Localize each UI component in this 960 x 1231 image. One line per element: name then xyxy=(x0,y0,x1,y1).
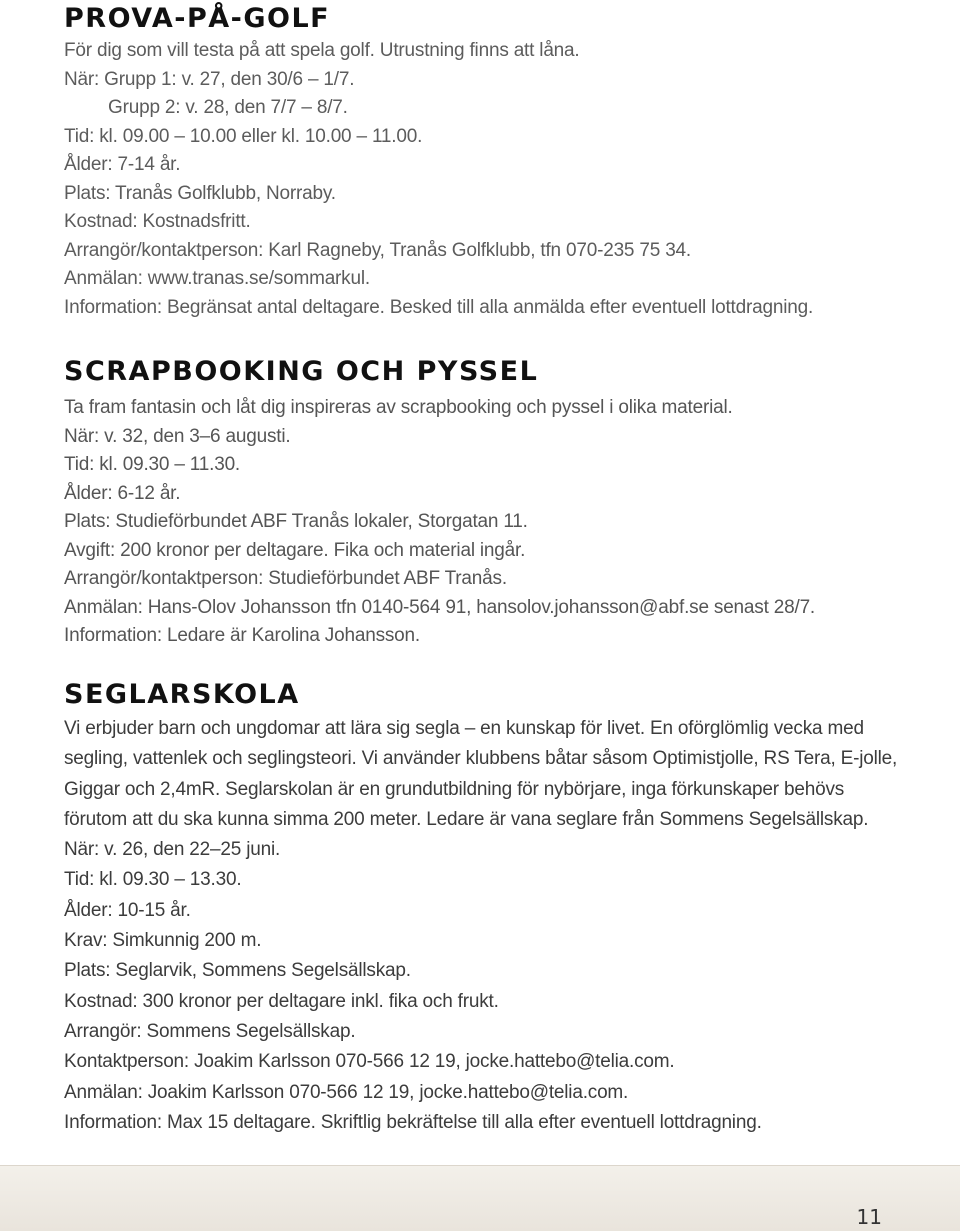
scrapbooking-organizer: Arrangör/kontaktperson: Studieförbundet ABF Tranås. xyxy=(64,568,507,589)
golf-registration: Anmälan: www.tranas.se/sommarkul. xyxy=(64,268,370,289)
golf-time: Tid: kl. 09.00 – 10.00 eller kl. 10.00 – 11.00. xyxy=(64,125,423,147)
sailing-age: Ålder: 10-15 år. xyxy=(64,899,191,921)
section-title-sailing-school: SEGLARSKOLA xyxy=(64,679,300,710)
sailing-organizer: Arrangör: Sommens Segelsällskap. xyxy=(64,1020,356,1042)
sailing-intro-line-1: Vi erbjuder barn och ungdomar att lära sig segla – en kunskap för livet. En oförglömlig vecka med xyxy=(64,718,864,739)
sailing-time: Tid: kl. 09.30 – 13.30. xyxy=(64,869,242,891)
golf-when-group1: När: Grupp 1: v. 27, den 30/6 – 1/7. xyxy=(64,68,355,90)
scrapbooking-information: Information: Ledare är Karolina Johansson. xyxy=(64,625,420,646)
golf-information: Information: Begränsat antal deltagare. Besked till alla anmälda efter eventuell lottdragning. xyxy=(64,296,814,318)
golf-place: Plats: Tranås Golfklubb, Norraby. xyxy=(64,182,336,204)
golf-cost: Kostnad: Kostnadsfritt. xyxy=(64,211,251,232)
sailing-contact: Kontaktperson: Joakim Karlsson 070-566 12 19, jocke.hattebo@telia.com. xyxy=(64,1051,675,1073)
sailing-intro-line-4: förutom att du ska kunna simma 200 meter. Ledare är vana seglare från Sommens Segelsällskap. xyxy=(64,808,869,830)
sailing-requirement: Krav: Simkunnig 200 m. xyxy=(64,930,262,952)
sailing-when: När: v. 26, den 22–25 juni. xyxy=(64,839,281,861)
scrapbooking-time: Tid: kl. 09.30 – 11.30. xyxy=(64,454,241,475)
sailing-intro-line-2: segling, vattenlek och seglingsteori. Vi använder klubbens båtar såsom Optimistjolle, RS Tera, E-jolle, xyxy=(64,748,898,770)
section-golf xyxy=(64,3,944,322)
golf-details xyxy=(64,37,944,322)
golf-age: Ålder: 7-14 år. xyxy=(64,154,181,175)
scrapbooking-intro: Ta fram fantasin och låt dig inspireras av scrapbooking och pyssel i olika material. xyxy=(64,397,733,418)
sailing-school-details xyxy=(64,714,944,1138)
scrapbooking-age: Ålder: 6-12 år. xyxy=(64,482,181,504)
golf-intro: För dig som vill testa på att spela golf. Utrustning finns att låna. xyxy=(64,40,580,61)
section-title-scrapbooking: SCRAPBOOKING OCH PYSSEL xyxy=(64,356,539,387)
section-sailing-school xyxy=(64,679,944,1138)
golf-organizer: Arrangör/kontaktperson: Karl Ragneby, Tranås Golfklubb, tfn 070-235 75 34. xyxy=(64,239,692,261)
section-scrapbooking xyxy=(64,356,944,651)
scrapbooking-registration: Anmälan: Hans-Olov Johansson tfn 0140-564 91, hansolov.johansson@abf.se senast 28/7. xyxy=(64,596,816,618)
sailing-registration: Anmälan: Joakim Karlsson 070-566 12 19, jocke.hattebo@telia.com. xyxy=(64,1081,629,1103)
sailing-intro-line-3: Giggar och 2,4mR. Seglarskolan är en grundutbildning för nybörjare, inga förkunskaper behövs xyxy=(64,778,845,800)
page-number: 11 xyxy=(856,1205,882,1229)
sailing-information: Information: Max 15 deltagare. Skriftlig bekräftelse till alla efter eventuell lottdragning. xyxy=(64,1111,762,1133)
sailing-cost: Kostnad: 300 kronor per deltagare inkl. fika och frukt. xyxy=(64,990,499,1012)
scrapbooking-details xyxy=(64,394,944,651)
sailing-place: Plats: Seglarvik, Sommens Segelsällskap. xyxy=(64,960,411,982)
scrapbooking-fee: Avgift: 200 kronor per deltagare. Fika och material ingår. xyxy=(64,539,526,561)
section-title-golf: PROVA-PÅ-GOLF xyxy=(64,3,331,34)
scrapbooking-when: När: v. 32, den 3–6 augusti. xyxy=(64,425,291,447)
footer-band xyxy=(0,1165,960,1231)
golf-when-group2: Grupp 2: v. 28, den 7/7 – 8/7. xyxy=(108,97,348,118)
scrapbooking-place: Plats: Studieförbundet ABF Tranås lokaler, Storgatan 11. xyxy=(64,511,528,532)
